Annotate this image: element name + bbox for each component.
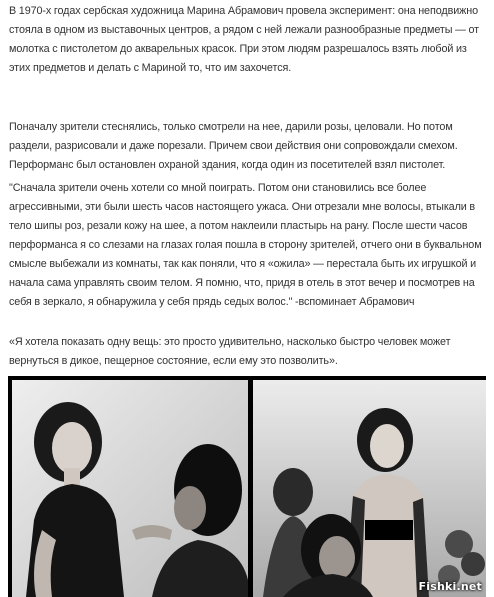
paragraph-intro: В 1970-х годах сербская художница Марина Абрамович провела эксперимент: она неподвижно стояла в одном из выставочных центров, а рядом с ней лежали разнообразные предметы — от молотка с пистолетом до акварельных красок. При этом людям разрешалось взять любой из этих предметов и делать с Мариной то, что им захочется.: [9, 5, 479, 74]
photo-right-illustration: [253, 380, 486, 597]
photo-performance-right: [253, 380, 486, 597]
paragraph-quote: "Сначала зрители очень хотели со мной поиграть. Потом они становились все более агрессивными, эти были шесть часов настоящего ужаса. Они отрезали мне волосы, втыкали в тело шипы роз, резали кожу на шее, а потом наклеили пластырь на рану. После шести часов перформанса я со слезами на глазах голая пошла в сторону зрителей, отчего они в буквальном смысле выбежали из комнаты, так как поняли, что я «ожила» — перестала быть их игрушкой и начала сама управлять своим телом. Я помню, что, придя в отель в этот вечер и посмотрев на себя в зеркало, я обнаружила у себя прядь седых волос." -вспоминает Абрамович: [9, 182, 482, 308]
paragraph-audience: Поначалу зрители стеснялись, только смотрели на нее, дарили розы, целовали. Но потом раздели, разрисовали и даже порезали. Причем свои действия они сопровождали смехом. Перформанс был остановлен охраной здания, когда один из посетителей взял пистолет.: [9, 121, 458, 171]
photo-performance-left: [12, 380, 248, 597]
photo-left-illustration: [12, 380, 248, 597]
photo-strip: [8, 376, 486, 597]
paragraph-final-quote: «Я хотела показать одну вещь: это просто удивительно, насколько быстро человек может вернуться в дикое, пещерное состояние, если ему это позволить».: [9, 336, 451, 367]
watermark-fishki: Fishki.net: [418, 580, 482, 593]
